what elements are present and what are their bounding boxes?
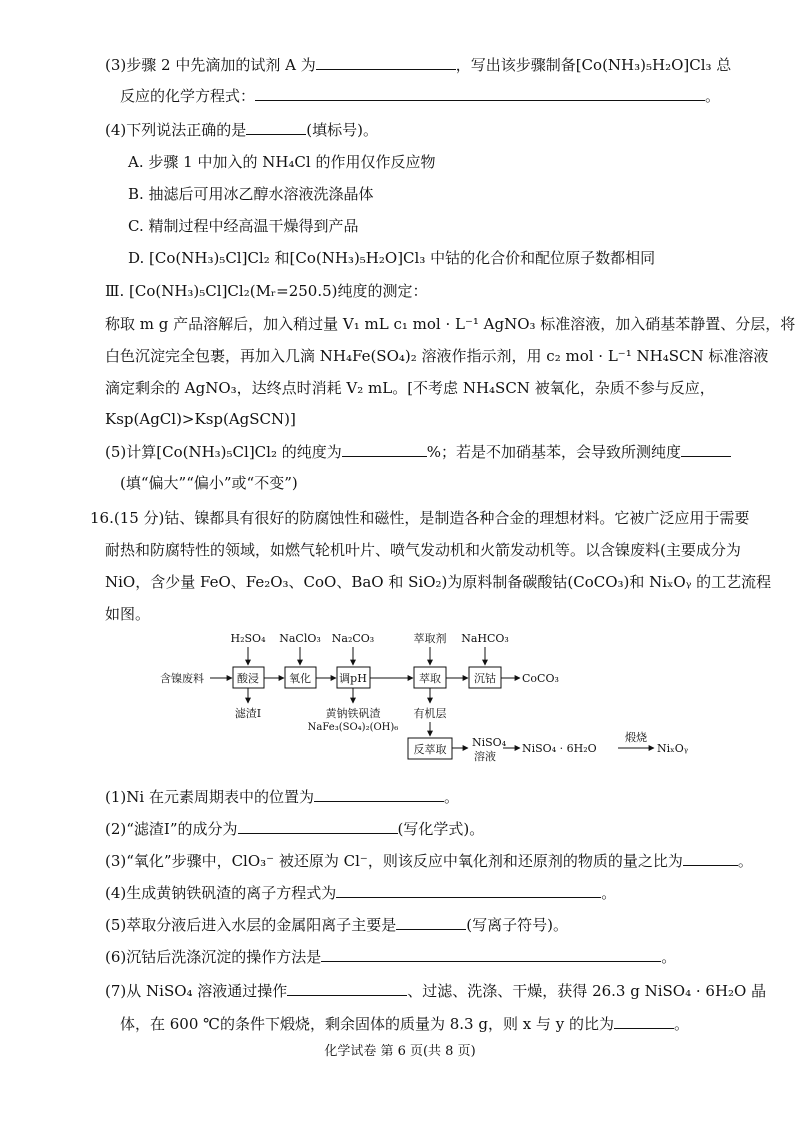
q3-end: 。 <box>705 87 721 105</box>
part3-title: Ⅲ. [Co(NH₃)₅Cl]Cl₂(Mᵣ=250.5)纯度的测定： <box>105 282 428 300</box>
niso4-solution-label: 溶液 <box>474 750 496 763</box>
q16-7-text-b: 、过滤、洗涤、干燥，获得 26.3 g NiSO₄ · 6H₂O 晶 <box>407 982 767 1000</box>
q16-5-text: (5)萃取分液后进入水层的金属阳离子主要是 <box>105 916 397 934</box>
q5-blank-effect[interactable] <box>681 442 731 457</box>
reagent-h2so4: H₂SO₄ <box>230 632 266 645</box>
q4-option-d: D. [Co(NH₃)₅Cl]Cl₂ 和[Co(NH₃)₅H₂O]Cl₃ 中钴的化合价和配位原子数都相同 <box>128 249 656 267</box>
q16-6 <box>105 946 676 968</box>
q16-5-blank[interactable] <box>396 915 466 930</box>
step-oxidation: 氧化 <box>289 672 311 685</box>
q16-1-blank[interactable] <box>314 787 444 802</box>
q3-line2 <box>120 85 720 107</box>
q16-1-text: (1)Ni 在元素周期表中的位置为 <box>105 788 314 806</box>
reagent-nahco3: NaHCO₃ <box>461 632 509 645</box>
reagent-extractant: 萃取剂 <box>413 632 447 645</box>
final-product: NiₓOᵧ <box>657 742 688 755</box>
q16-1-end: 。 <box>443 788 459 806</box>
q4-option-a: A. 步骤 1 中加入的 NH₄Cl 的作用仅作反应物 <box>128 153 436 171</box>
q5-text-b: %；若是不加硝基苯，会导致所测纯度 <box>426 443 681 461</box>
q3-text-a: (3)步骤 2 中先滴加的试剂 A 为 <box>105 56 316 74</box>
part3-para-4: Ksp(AgCl)>Ksp(AgSCN)] <box>105 410 296 428</box>
q5-text-a: (5)计算[Co(NH₃)₅Cl]Cl₂ 的纯度为 <box>105 443 342 461</box>
q16-6-end: 。 <box>661 948 677 966</box>
q4-stem <box>105 119 378 141</box>
step-extraction: 萃取 <box>419 672 441 685</box>
q16-7-end: 。 <box>673 1015 689 1033</box>
q16-2 <box>105 818 484 840</box>
step-acid-leach: 酸浸 <box>237 672 259 685</box>
q16-1 <box>105 786 459 808</box>
q16-4-blank[interactable] <box>336 883 601 898</box>
q4-option-b: B. 抽滤后可用冰乙醇水溶液洗涤晶体 <box>128 185 374 203</box>
q5-line2: (填“偏大”“偏小”或“不变”) <box>120 474 298 492</box>
residue-jarosite-formula: NaFe₃(SO₄)₂(OH)₆ <box>307 722 399 733</box>
q16-5 <box>105 914 568 936</box>
q3-line1 <box>105 54 731 76</box>
q16-intro-2: 耐热和防腐特性的领域，如燃气轮机叶片、喷气发动机和火箭发动机等。以含镍废料(主要成分为 <box>105 541 741 559</box>
q4-blank[interactable] <box>246 120 306 135</box>
q16-2-end: (写化学式)。 <box>397 820 485 838</box>
q3-equation-label: 反应的化学方程式： <box>120 87 256 105</box>
reagent-na2co3: Na₂CO₃ <box>331 632 375 645</box>
step-adjust-ph: 调pH <box>339 672 367 685</box>
q16-3-blank[interactable] <box>683 851 738 866</box>
q16-3 <box>105 850 753 872</box>
q16-7-text-a: (7)从 NiSO₄ 溶液通过操作 <box>105 982 288 1000</box>
q16-7-line2 <box>120 1013 689 1035</box>
q16-6-blank[interactable] <box>321 947 661 962</box>
q16-7-blank-ratio[interactable] <box>614 1014 674 1029</box>
product-coco3: CoCO₃ <box>522 672 559 685</box>
residue-jarosite: 黄钠铁矾渣 <box>325 707 381 720</box>
process-flow-diagram <box>160 628 720 788</box>
q16-7-text-c: 体，在 600 ℃的条件下煅烧，剩余固体的质量为 8.3 g，则 x 与 y 的比为 <box>120 1015 614 1033</box>
part3-para-3: 滴定剩余的 AgNO₃，达终点时消耗 V₂ mL。[不考虑 NH₄SCN 被氧化，杂质不参与反应， <box>105 379 715 397</box>
q16-2-text: (2)“滤渣Ⅰ”的成分为 <box>105 820 238 838</box>
q4-text-a: (4)下列说法正确的是 <box>105 121 247 139</box>
niso4-hydrate: NiSO₄ · 6H₂O <box>522 742 597 755</box>
q4-text-b: (填标号)。 <box>306 121 378 139</box>
q16-2-blank[interactable] <box>238 819 398 834</box>
q16-intro-1: 16.(15 分)钴、镍都具有很好的防腐蚀性和磁性，是制造各种合金的理想材料。它被广泛应用于需要 <box>90 509 750 527</box>
feed-label: 含镍废料 <box>160 672 204 685</box>
q16-4 <box>105 882 616 904</box>
q5-blank-purity[interactable] <box>342 442 427 457</box>
reagent-naclo3: NaClO₃ <box>279 632 321 645</box>
q3-blank-equation[interactable] <box>255 86 705 101</box>
part3-para-1: 称取 m g 产品溶解后，加入稍过量 V₁ mL c₁ mol · L⁻¹ AgNO₃ 标准溶液，加入硝基苯静置、分层，将 <box>105 315 796 333</box>
q16-3-text: (3)“氧化”步骤中，ClO₃⁻ 被还原为 Cl⁻，则该反应中氧化剂和还原剂的物质的量之比为 <box>105 852 683 870</box>
q5-line1 <box>105 441 731 463</box>
part3-para-2: 白色沉淀完全包裹，再加入几滴 NH₄Fe(SO₄)₂ 溶液作指示剂，用 c₂ mol · L⁻¹ NH₄SCN 标准溶液 <box>105 347 769 365</box>
organic-layer: 有机层 <box>413 707 447 720</box>
residue-1: 滤渣Ⅰ <box>234 707 262 720</box>
q16-5-end: (写离子符号)。 <box>466 916 568 934</box>
q16-4-text: (4)生成黄钠铁矾渣的离子方程式为 <box>105 884 337 902</box>
q16-7-blank-operation[interactable] <box>287 981 407 996</box>
q16-intro-4: 如图。 <box>105 605 151 623</box>
q16-7-line1 <box>105 980 766 1002</box>
calcine-label: 煅烧 <box>625 731 647 744</box>
q4-option-c: C. 精制过程中经高温干燥得到产品 <box>128 217 359 235</box>
niso4-label: NiSO₄ <box>472 736 507 749</box>
q16-3-end: 。 <box>737 852 753 870</box>
q3-blank-reagent[interactable] <box>316 55 456 70</box>
q16-intro-3: NiO，含少量 FeO、Fe₂O₃、CoO、BaO 和 SiO₂)为原料制备碳酸钴(CoCO₃)和 NiₓOᵧ 的工艺流程 <box>105 573 772 591</box>
q16-4-end: 。 <box>601 884 617 902</box>
step-back-extract: 反萃取 <box>413 743 447 756</box>
step-cobalt-precip: 沉钴 <box>474 672 496 685</box>
q3-text-b: ，写出该步骤制备[Co(NH₃)₅H₂O]Cl₃ 总 <box>455 56 732 74</box>
q16-6-text: (6)沉钴后洗涤沉淀的操作方法是 <box>105 948 322 966</box>
page-footer: 化学试卷 第 6 页(共 8 页) <box>324 1044 476 1059</box>
